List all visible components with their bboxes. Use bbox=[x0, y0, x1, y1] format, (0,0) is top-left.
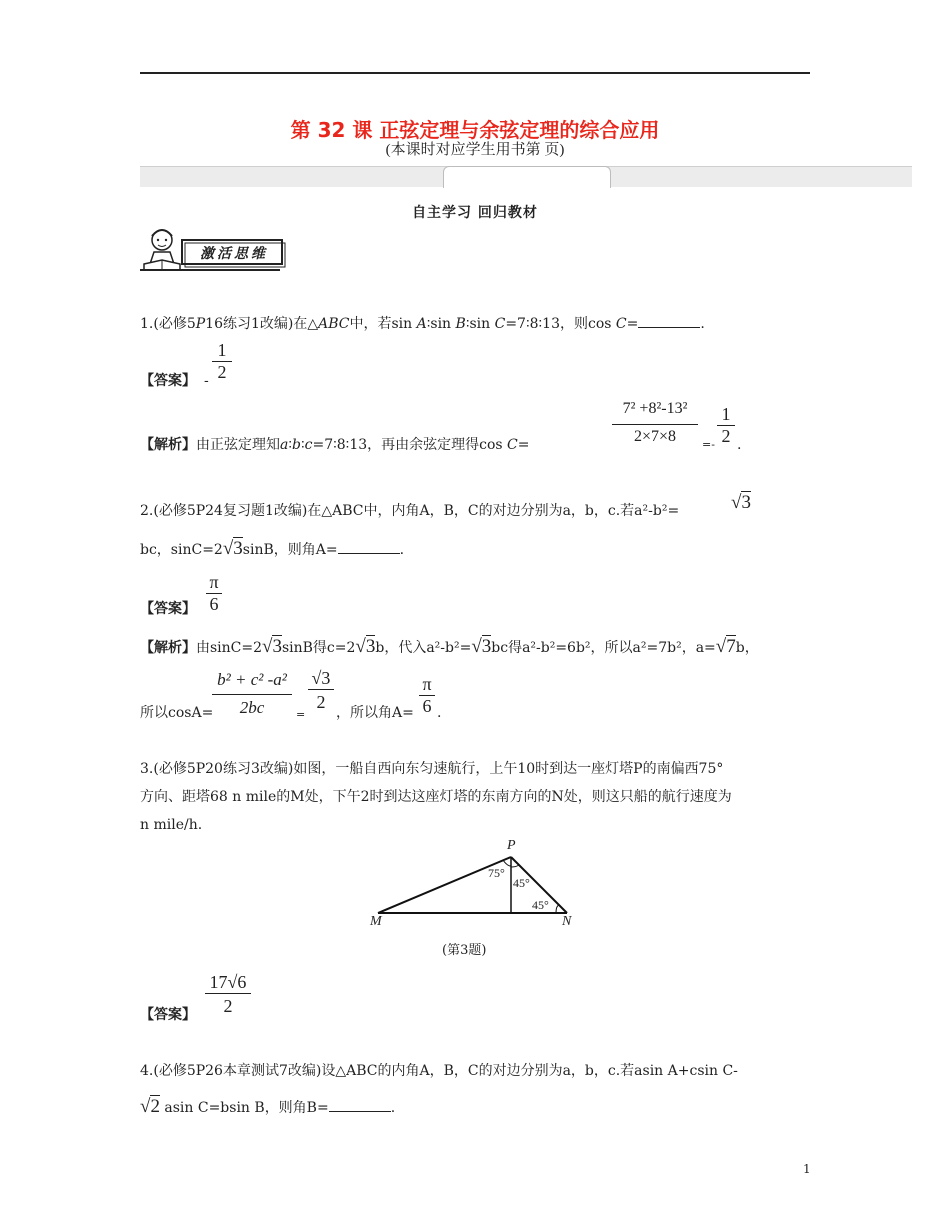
explanation-1: 【解析】由正弦定理知a∶b∶c=7∶8∶13，再由余弦定理得cos C= bbox=[140, 437, 530, 453]
answer-label-3: 【答案】 bbox=[140, 1007, 196, 1023]
answer-fraction-1: 1 2 bbox=[212, 340, 232, 383]
answer-fraction-2: π 6 bbox=[206, 572, 222, 615]
question-2-line2: bc，sinC=2√3sinB，则角A= . bbox=[140, 538, 405, 559]
pi-over-6: π 6 bbox=[419, 674, 435, 717]
period: . bbox=[737, 437, 742, 453]
answer-label-2: 【答案】 bbox=[140, 601, 196, 617]
question-3-line2: 方向、距塔68 n mile的M处，下午2时到达这座灯塔的东南方向的N处，则这只船的航行速度为 bbox=[140, 789, 732, 805]
explanation-2: 【解析】由sinC=2√3sinB得c=2√3b，代入a²-b²=√3bc得a²-b²=6b²，所以a²=7b²，a=√7b， bbox=[140, 636, 759, 657]
activate-thinking-badge bbox=[140, 226, 286, 272]
answer-sign-1: - bbox=[204, 373, 209, 389]
figure-caption: (第3题) bbox=[442, 943, 487, 958]
equals-sign: = bbox=[296, 708, 306, 721]
label-M: M bbox=[370, 914, 382, 929]
header-rule bbox=[140, 72, 810, 74]
triangle-figure bbox=[360, 836, 590, 936]
explanation-2-angle: ，所以角A= bbox=[336, 705, 414, 721]
page-number: 1 bbox=[803, 1162, 811, 1176]
cos-fraction: b² + c² -a² 2bc bbox=[212, 670, 292, 718]
law-of-cosines-fraction: 7² +8²-13² 2×7×8 bbox=[612, 400, 698, 446]
section-tab bbox=[443, 166, 611, 188]
section-title: 自主学习 回归教材 bbox=[412, 205, 538, 221]
answer-blank[interactable] bbox=[638, 314, 700, 328]
badge-label: 激活思维 bbox=[200, 246, 268, 262]
half-fraction: 1 2 bbox=[717, 404, 735, 447]
answer-blank[interactable] bbox=[338, 540, 400, 554]
triangle-diagram bbox=[360, 836, 590, 936]
label-P: P bbox=[507, 838, 516, 853]
question-4-line2: √2 asin C=bsin B，则角B= . bbox=[140, 1096, 396, 1117]
answer-label-1: 【答案】 bbox=[140, 373, 196, 389]
question-3-line1: 3.(必修5P20练习3改编)如图，一船自西向东匀速航行，上午10时到达一座灯塔P的南偏西75° bbox=[140, 761, 724, 777]
question-3-line3: n mile/h. bbox=[140, 817, 203, 833]
page-title: 第 32 课 正弦定理与余弦定理的综合应用 bbox=[290, 118, 660, 142]
question-2-line1: 2.(必修5P24复习题1改编)在△ABC中，内角A，B，C的对边分别为a，b，c.若a²-b²= bbox=[140, 503, 680, 519]
answer-fraction-3: 17√6 2 bbox=[205, 972, 251, 1017]
sqrt3-q2: √3 bbox=[731, 492, 751, 513]
question-1: 1.(必修5P16练习1改编)在△ABC中，若sin A∶sin B∶sin C=7∶8∶13，则cos C= . bbox=[140, 316, 705, 332]
explanation-1-eq: =- bbox=[702, 438, 715, 451]
angle-45-top: 45° bbox=[513, 876, 530, 890]
question-4-line1: 4.(必修5P26本章测试7改编)设△ABC的内角A，B，C的对边分别为a，b，c.若asin A+csin C- bbox=[140, 1063, 738, 1079]
explanation-2-cos: 所以cosA= bbox=[140, 705, 214, 721]
page-subtitle: (本课时对应学生用书第 页) bbox=[385, 142, 565, 158]
angle-75: 75° bbox=[488, 866, 505, 880]
answer-blank[interactable] bbox=[329, 1098, 391, 1112]
period: . bbox=[437, 705, 442, 721]
sqrt3-over-2: √3 2 bbox=[308, 668, 334, 713]
angle-45-bottom: 45° bbox=[532, 898, 549, 912]
label-N: N bbox=[562, 914, 572, 929]
